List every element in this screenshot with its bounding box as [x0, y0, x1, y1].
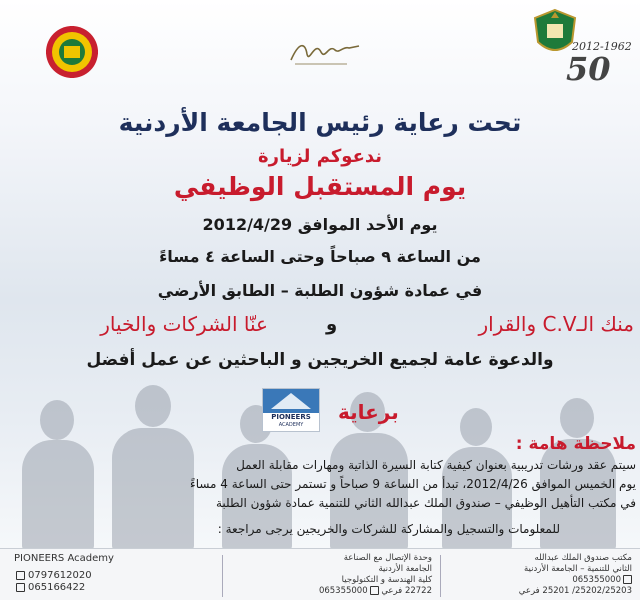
footer-col-pioneers [14, 553, 214, 594]
footer-col2-ext: 22722 فرعي [381, 586, 432, 596]
phone-icon [623, 575, 632, 584]
phone-icon [370, 586, 379, 595]
event-location: في عمادة شؤون الطلبة – الطابق الأرضي [157, 281, 483, 300]
footer-col2-phone: 065355000 [318, 586, 368, 596]
footer-col1-title: مكتب صندوق الملك عبدالله [534, 553, 632, 563]
slogan-connector: و [326, 314, 338, 335]
invite-text: ندعوكم لزيارة [257, 146, 383, 167]
footer-col-king-abdullah [450, 553, 632, 597]
phone-icon [16, 583, 25, 592]
anniversary-number: 50 [566, 50, 611, 88]
footer-col2-title: وحدة الإتصال مع الصناعة [343, 553, 432, 563]
footer-col1-ext: 25202/25203/ 25201 فرعي [518, 586, 632, 596]
slogan-left: عنّا الشركات والخيار [100, 312, 268, 336]
footer-col1-line2: الثاني للتنمية – الجامعة الأردنية [523, 564, 632, 574]
footer-col2-line2: الجامعة الأردنية [378, 564, 432, 574]
pioneers-logo-text: PIONEERS [271, 413, 311, 421]
mobile-icon [16, 571, 25, 580]
footer-divider [440, 555, 441, 597]
footer-col3-phone1: 0797612020 [28, 570, 92, 581]
footer-col3-title: PIONEERS Academy [14, 553, 114, 564]
contact-footer [0, 548, 640, 600]
footer-divider [222, 555, 223, 597]
event-time: من الساعة ٩ صباحاً وحتى الساعة ٤ مساءً [159, 247, 481, 266]
patronage-title: تحت رعاية رئيس الجامعة الأردنية [118, 108, 522, 137]
slogan-right: منك الـC.V والقرار [478, 312, 634, 336]
sponsor-label: برعاية [338, 400, 399, 424]
general-invite: والدعوة عامة لجميع الخريجين و الباحثين عن عمل أفضل [86, 350, 554, 370]
faculty-emblem-logo [44, 24, 100, 80]
info-line: للمعلومات والتسجيل والمشاركة للشركات والخريجين يرجى مراجعة : [217, 522, 560, 536]
note-line-2: يوم الخميس الموافق 2012/4/26، تبدأ من الساعة 9 صباحاً و تستمر حتى الساعة 4 مساءً [190, 477, 636, 491]
pioneers-logo-sub: ACADEMY [278, 422, 304, 428]
anniversary-years: 2012-1962 [572, 40, 632, 53]
note-heading: ملاحظة هامة : [515, 434, 636, 454]
event-date: يوم الأحد الموافق 2012/4/29 [202, 215, 438, 234]
footer-col2-line3: كلية الهندسة و التكنولوجيا [341, 575, 432, 585]
note-line-1: سيتم عقد ورشات تدريبية بعنوان كيفية كتابة السيرة الذاتية ومهارات مقابلة العمل [236, 458, 636, 472]
pioneers-academy-logo [262, 388, 320, 432]
footer-col3-phone2: 065166422 [28, 582, 86, 593]
footer-col1-phone: 065355000 [572, 575, 621, 585]
note-line-3: في مكتب التأهيل الوظيفي – صندوق الملك عبدالله الثاني للتنمية عمادة شؤون الطلبة [216, 496, 636, 510]
footer-col-industry-unit [232, 553, 432, 597]
event-name: يوم المستقبل الوظيفي [173, 172, 467, 201]
signature-logo [285, 36, 365, 68]
